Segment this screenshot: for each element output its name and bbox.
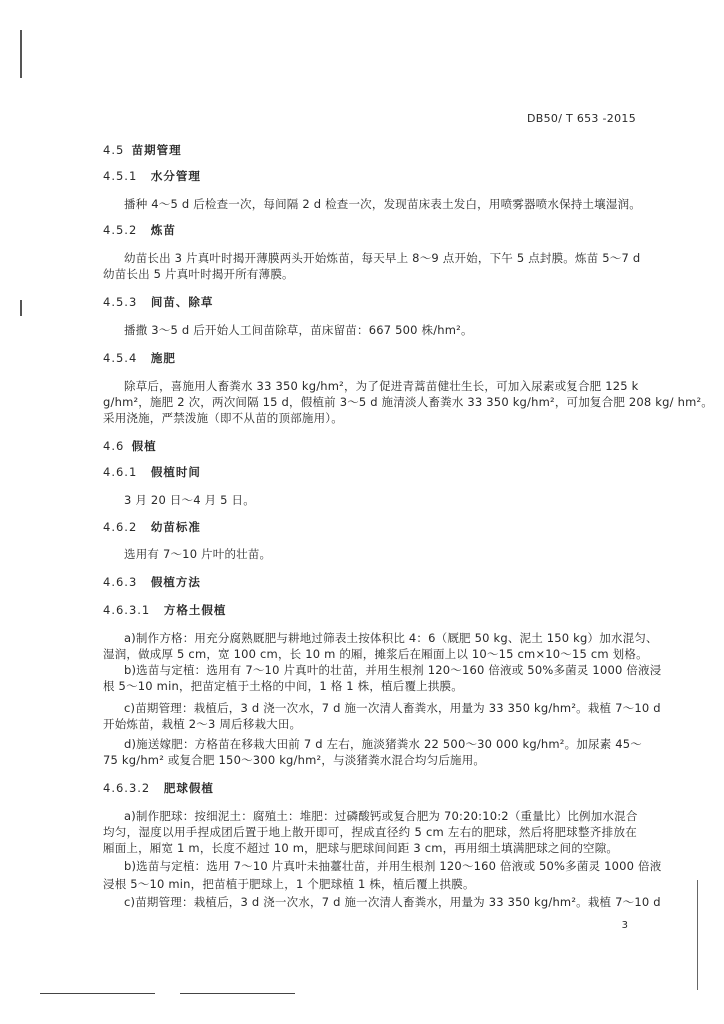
section-number: 4.5 — [103, 143, 125, 157]
subsection-heading — [103, 574, 724, 590]
body-text-line: g/hm²，施肥 2 次，两次间隔 15 d，假植前 3～5 d 施清淡人畜粪水 33 350 kg/hm²，可加复合肥 208 kg/ hm²。 — [103, 395, 713, 409]
body-text-line: 采用浇施，严禁泼施（即不从苗的顶部施用）。 — [103, 411, 343, 425]
section-title: 间苗、除草 — [150, 295, 214, 309]
body-text-line: 播撒 3～5 d 后开始人工间苗除草，苗床留苗：667 500 株/hm²。 — [124, 323, 473, 337]
subsection-heading — [103, 464, 724, 480]
body-text-line: b)选苗与定植：选用有 7～10 片真叶的壮苗，并用生根剂 120～160 倍液或 50%多菌灵 1000 倍液浸 — [124, 663, 662, 677]
subsubsection-heading — [103, 780, 724, 796]
body-text-line: 3 月 20 日～4 月 5 日。 — [124, 493, 255, 507]
section-number: 4.6.2 — [103, 520, 138, 534]
standard-code: DB50/ T 653 -2015 — [527, 112, 636, 125]
section-number: 4.6.1 — [103, 465, 138, 479]
section-title: 苗期管理 — [131, 143, 182, 157]
section-title: 幼苗标准 — [150, 520, 201, 534]
body-text-line: 开始炼苗，栽植 2～3 周后移栽大田。 — [103, 717, 302, 731]
body-text-line: 除草后，喜施用人畜粪水 33 350 kg/hm²，为了促进青蒿苗健壮生长，可加入尿素或复合肥 125 k — [124, 379, 639, 393]
section-heading — [103, 142, 724, 158]
body-text-line: a)制作方格：用充分腐熟厩肥与耕地过筛表土按体积比 4：6（厩肥 50 kg、泥土 150 kg）加水混匀、 — [124, 631, 658, 645]
section-title: 施肥 — [150, 351, 176, 365]
section-title: 假植时间 — [150, 465, 201, 479]
body-text-line: 根 5～10 min，把苗定植于土格的中间，1 格 1 株，植后覆上拱膜。 — [103, 679, 463, 693]
body-text-line: d)施送嫁肥：方格苗在移栽大田前 7 d 左右，施淡猪粪水 22 500～30 000 kg/hm²。加尿素 45～ — [124, 737, 642, 751]
section-number: 4.6 — [103, 439, 125, 453]
section-title: 假植 — [131, 439, 157, 453]
section-title: 炼苗 — [150, 223, 176, 237]
subsection-heading — [103, 294, 724, 310]
body-text-line: 湿润，做成厚 5 cm，宽 100 cm，长 10 m 的厢，摊浆后在厢面上以 10～15 cm×10～15 cm 划格。 — [103, 647, 648, 661]
body-text-line: 浸根 5～10 min，把苗植于肥球上，1 个肥球植 1 株，植后覆上拱膜。 — [103, 877, 475, 891]
body-text-line: a)制作肥球：按细泥土：腐殖土：堆肥：过磷酸钙或复合肥为 70:20:10:2（重量比）比例加水混合 — [124, 809, 638, 823]
subsection-heading — [103, 168, 724, 184]
section-number: 4.5.4 — [103, 351, 138, 365]
section-title: 肥球假植 — [163, 781, 214, 795]
scan-edge-line — [180, 993, 295, 994]
page-number: 3 — [621, 920, 628, 931]
section-number: 4.6.3 — [103, 575, 138, 589]
section-title: 水分管理 — [150, 169, 201, 183]
body-text-line: 幼苗长出 3 片真叶时揭开薄膜两头开始炼苗，每天早上 8～9 点开始，下午 5 点封膜。炼苗 5～7 d — [124, 251, 641, 265]
body-text-line: 幼苗长出 5 片真叶时揭开所有薄膜。 — [103, 267, 294, 281]
body-text-line: c)苗期管理：栽植后，3 d 浇一次水，7 d 施一次清人畜粪水，用量为 33 350 kg/hm²。栽植 7～10 d — [124, 701, 661, 715]
scan-edge-line — [40, 993, 155, 994]
section-number: 4.6.3.1 — [103, 603, 151, 617]
body-text-line: c)苗期管理：栽植后，3 d 浇一次水，7 d 施一次清人畜粪水，用量为 33 350 kg/hm²。栽植 7～10 d — [124, 895, 661, 909]
section-title: 假植方法 — [150, 575, 201, 589]
scan-margin-mark — [20, 30, 22, 78]
body-text-line: b)选苗与定植：选用 7～10 片真叶未抽薹壮苗，并用生根剂 120～160 倍液或 50%多菌灵 1000 倍液 — [124, 859, 662, 873]
subsection-heading — [103, 350, 724, 366]
section-number: 4.5.2 — [103, 223, 138, 237]
body-text-line: 75 kg/hm² 或复合肥 150～300 kg/hm²，与淡猪粪水混合均匀后施用。 — [103, 753, 486, 767]
section-title: 方格土假植 — [163, 603, 227, 617]
subsubsection-heading — [103, 602, 724, 618]
subsection-heading — [103, 222, 724, 238]
section-number: 4.5.3 — [103, 295, 138, 309]
body-text-line: 均匀，湿度以用手捏成团后置于地上散开即可，捏成直径约 5 cm 左右的肥球，然后将肥球整齐排放在 — [103, 825, 637, 839]
subsection-heading — [103, 519, 724, 535]
scan-margin-mark — [20, 300, 22, 316]
body-text-line: 厢面上，厢宽 1 m，长度不超过 10 m，肥球与肥球间间距 3 cm，再用细土填满肥球之间的空隙。 — [103, 841, 619, 855]
body-text-line: 播种 4～5 d 后检查一次，每间隔 2 d 检查一次，发现苗床表土发白，用喷雾器喷水保持土壤湿润。 — [124, 197, 641, 211]
section-number: 4.6.3.2 — [103, 781, 151, 795]
section-number: 4.5.1 — [103, 169, 138, 183]
body-text-line: 选用有 7～10 片叶的壮苗。 — [124, 547, 272, 561]
scan-edge-line — [697, 880, 698, 990]
section-heading — [103, 438, 724, 454]
